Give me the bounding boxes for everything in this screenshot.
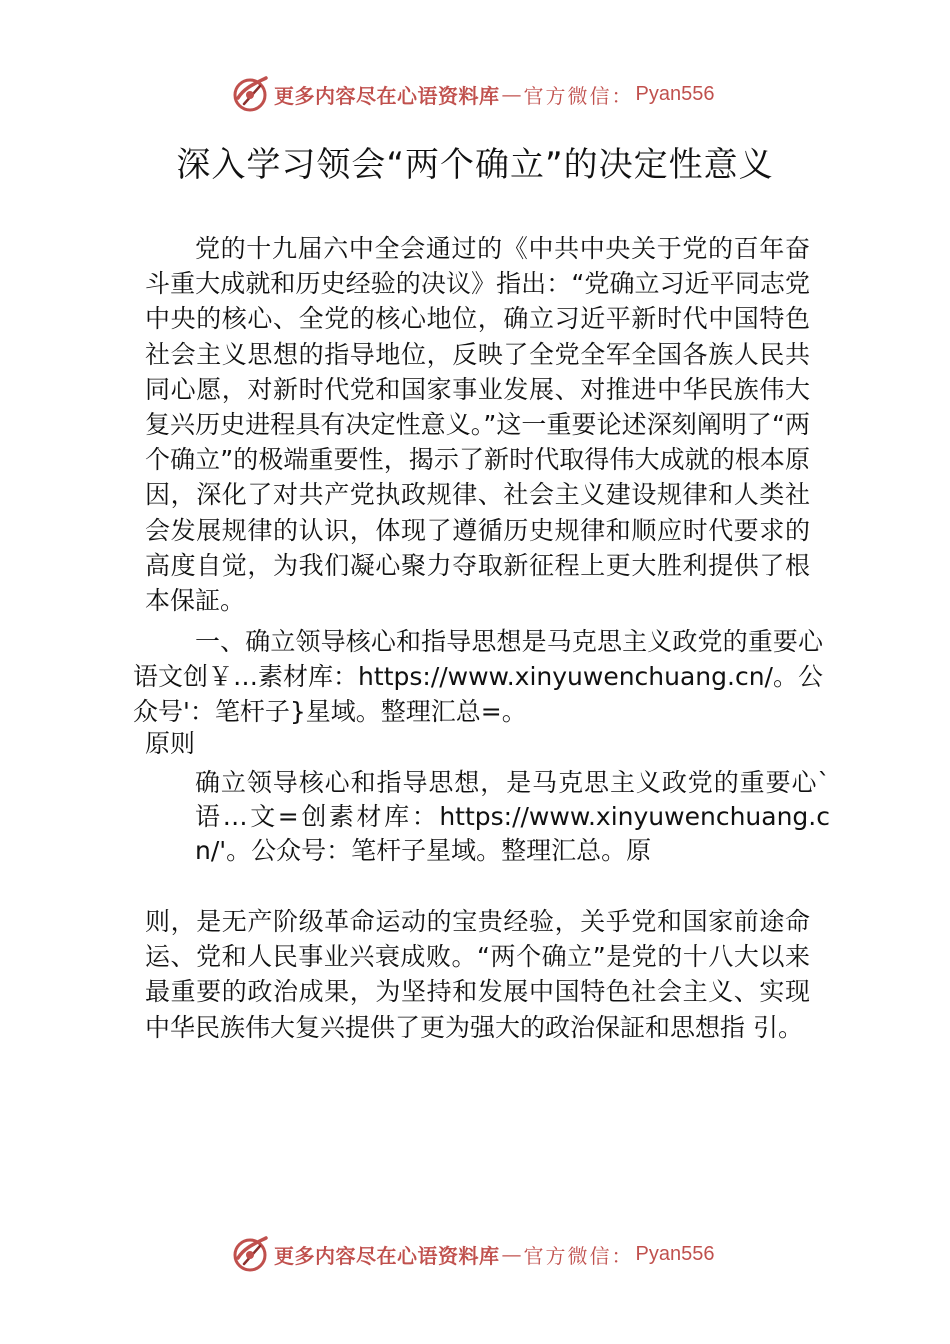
section-subparagraph: 确立领导核心和指导思想，是马克思主义政党的重要心`语…文=创素材库：https://www.xinyuwenchuang.cn/'。公众号：笔杆子星域。整理汇总。原 [195,768,830,865]
header-watermark-banner [0,70,950,118]
section-heading-end: 原则 [145,729,196,758]
brand-logo-icon [230,1234,270,1274]
page-title: 深入学习领会“两个确立”的决定性意义 [176,145,774,185]
banner-text: 更多内容尽在心语资料库 [274,1243,500,1268]
banner-wechat-id: Pyan556 [635,1242,715,1265]
banner-dash: — [501,1242,522,1266]
banner-text: 更多内容尽在心语资料库 [274,83,500,108]
intro-paragraph: 党的十九届六中全会通过的《中共中央关于党的百年奋斗重大成就和历史经验的决议》指出：“党确立习近平同志党中央的核心、全党的核心地位，确立习近平新时代中国特色社会主义思想的指导地位，反映了全党全军全国各族人民共同心愿，对新时代党和国家事业发展、对推进中华民族伟大复兴历史进程具有决定性意义。”这一重要论述深刻阐明了“两个确立”的极端重要性，揭示了新时代取得伟大成就的根本原因，深化了对共产党执政规律、社会主义建设规律和人类社会发展规律的认识，体现了遵循历史规律和顺应时代要求的高度自觉，为我们凝心聚力夺取新征程上更大胜利提供了根本保証。 [145,234,810,616]
section-heading: 一、确立领导核心和指导思想是马克思主义政党的重要心语文创￥…素材库：https://www.xinyuwenchuang.cn/。公众号'：笔杆子}星域。整理汇总=。 [133,627,823,727]
footer-watermark-banner [0,1230,950,1278]
banner-dash: — [501,82,522,106]
banner-label: 官方微信： [523,83,634,108]
brand-logo-icon [230,74,270,114]
banner-wechat-id: Pyan556 [635,82,715,105]
banner-label: 官方微信： [523,1243,634,1268]
section-body-paragraph: 则，是无产阶级革命运动的宝贵经验，关乎党和国家前途命运、党和人民事业兴衰成败。“两个确立”是党的十八大以来最重要的政治成果，为坚持和发展中国特色社会主义、实现中华民族伟大复兴提供了更为强大的政治保証和思想指 引。 [145,907,810,1042]
